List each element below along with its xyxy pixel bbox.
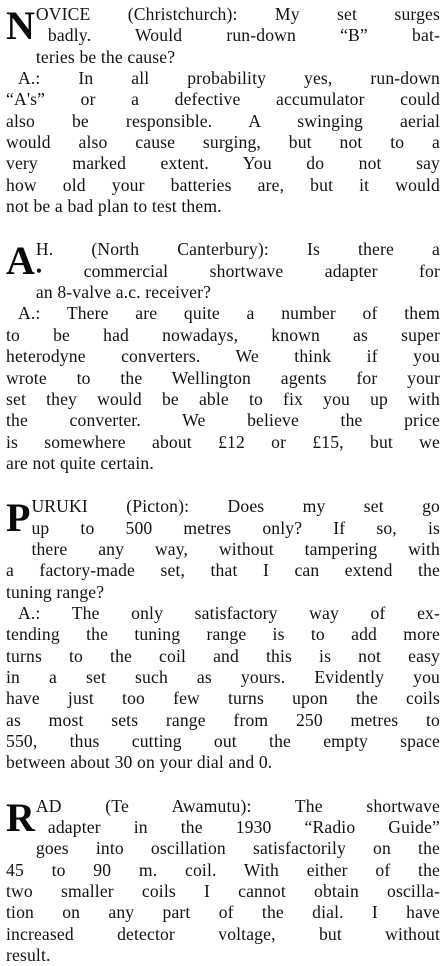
drop-cap: R — [6, 794, 35, 840]
letter-entry-novice — [6, 4, 440, 217]
entry-line: tion on any part of the dial. I have — [6, 902, 440, 923]
entry-line: • commercial shortwave adapter for — [35, 260, 440, 281]
entry-line: A.: The only satisfactory way of ex- — [18, 602, 440, 623]
entry-line: H. (North Canterbury): Is there a — [35, 239, 440, 260]
entry-line: A.: In all probability yes, run-down — [18, 68, 440, 89]
entry-line: there any way, without tampering with — [31, 538, 440, 559]
entry-line: result. — [6, 945, 51, 966]
letter-entry-north-canterbury — [6, 239, 440, 474]
entry-line: up to 500 metres only? If so, is — [31, 517, 440, 538]
entry-line: tending the tuning range is to add more — [6, 624, 440, 645]
entry-line: 550, thus cutting out the empty space — [6, 731, 440, 751]
entry-line: adapter in the 1930 “Radio Guide” — [47, 817, 440, 838]
entry-line: the converter. We believe the price — [6, 410, 440, 431]
entry-line: OVICE (Christchurch): My set surges — [35, 4, 440, 24]
entry-line: how old your batteries are, but it would — [6, 174, 440, 195]
drop-cap: A — [6, 238, 35, 284]
entry-line: a factory-made set, that I can extend the — [6, 560, 440, 581]
entry-line: an 8-valve a.c. receiver? — [35, 282, 212, 303]
entry-line: URUKI (Picton): Does my set go — [31, 496, 440, 517]
entry-line: heterodyne converters. We think if you — [6, 346, 440, 367]
entry-line: have just too few turns upon the coils — [6, 688, 440, 709]
entry-line: increased detector voltage, but without — [6, 923, 440, 944]
entry-line: to be had nowadays, known as super — [6, 324, 440, 345]
letter-entry-puruki — [6, 496, 440, 773]
entry-line: AD (Te Awamutu): The shortwave — [35, 795, 440, 816]
entry-line: turns to the coil and this is not easy — [6, 645, 440, 666]
letter-entry-rad — [6, 796, 440, 966]
newspaper-column — [6, 4, 440, 966]
entry-line: set they would be able to fix you up with — [6, 388, 440, 409]
entry-line: between about 30 on your dial and 0. — [6, 752, 273, 773]
entry-line: very marked extent. You do not say — [6, 153, 440, 174]
entry-line: tuning range? — [6, 581, 105, 602]
entry-line: two smaller coils I cannot obtain oscilla- — [6, 881, 440, 902]
entry-line: is somewhere about £12 or £15, but we — [6, 431, 440, 452]
entry-line: badly. Would run-down “B” bat- — [47, 25, 440, 46]
drop-cap: N — [6, 3, 35, 48]
entry-line: would also cause surging, but not to a — [6, 132, 440, 153]
entry-line: as most sets range from 250 metres to — [6, 709, 440, 730]
entry-separator — [6, 774, 440, 796]
entry-line: wrote to the Wellington agents for your — [6, 367, 440, 388]
drop-cap: P — [6, 495, 31, 541]
entry-separator — [6, 474, 440, 496]
entry-separator — [6, 217, 440, 239]
entry-line: A.: There are quite a number of them — [18, 303, 440, 324]
entry-line: not be a bad plan to test them. — [6, 196, 222, 217]
entry-line: in a set such as yours. Evidently you — [6, 666, 440, 687]
entry-line: teries be the cause? — [35, 46, 176, 67]
entry-line: also be responsible. A swinging aerial — [6, 110, 440, 131]
entry-line: goes into oscillation satisfactorily on the — [35, 838, 440, 859]
entry-line: are not quite certain. — [6, 452, 154, 473]
entry-line: 45 to 90 m. coil. With either of the — [6, 859, 440, 880]
entry-line: “A's” or a defective accumulator could — [6, 89, 440, 110]
